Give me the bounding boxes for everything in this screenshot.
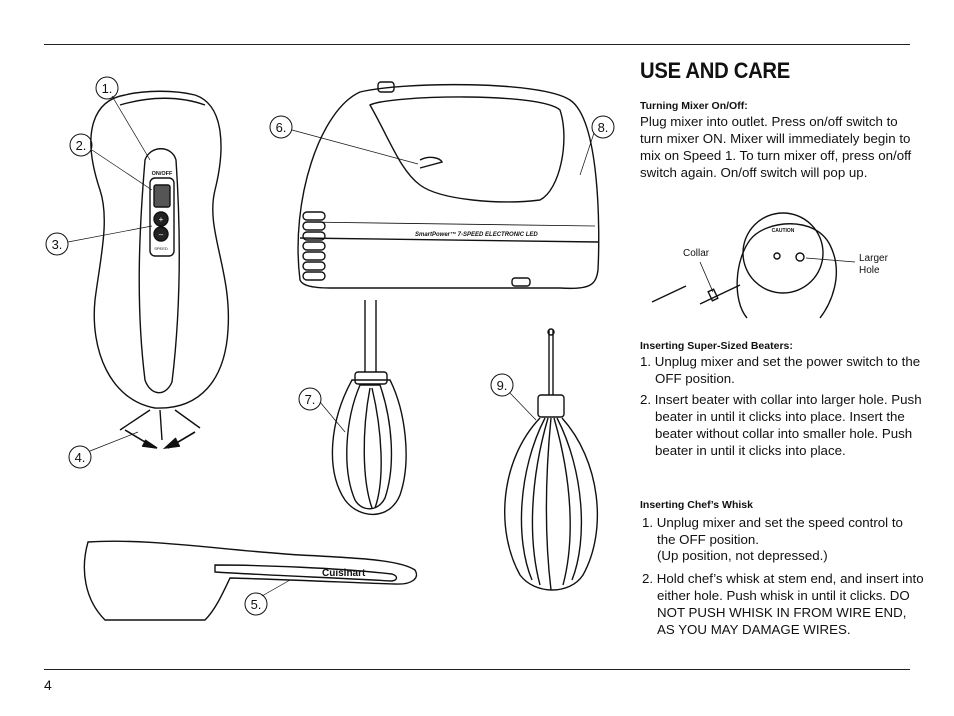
hole-label: Hole — [859, 265, 880, 276]
callout-leaders — [68, 96, 594, 596]
callout-9: 9. — [496, 378, 508, 393]
mixer-front-view — [91, 91, 229, 448]
whisk-step-1: 1. Unplug mixer and set the speed control to the OFF position. — [642, 515, 903, 547]
larger-label: Larger — [859, 253, 888, 264]
onoff-body: Plug mixer into outlet. Press on/off switch to turn mixer ON. Mixer will immediately begin to mix on Speed 1. To turn mixer off, press on/off switch again. On/off switch will pop up. — [640, 114, 912, 180]
callout-8: 8. — [597, 120, 609, 135]
speed-label: SPEED — [154, 246, 168, 251]
beaters-step-2: 2. Insert beater with collar into larger hole. Push beater in until it clicks into place. Insert the beater without collar into smaller hole. Push beater in until it clicks into place. — [640, 392, 922, 458]
smartpower-label: SmartPower™ 7-SPEED ELECTRONIC LED — [415, 232, 538, 238]
plus-label: + — [158, 215, 164, 224]
beaters — [332, 300, 406, 514]
page-title: USE AND CARE — [640, 58, 791, 83]
beater-hole-inset — [652, 213, 855, 318]
mixer-side-view — [298, 82, 599, 288]
callout-6: 6. — [275, 120, 287, 135]
callout-circles — [46, 77, 614, 615]
page-number: 4 — [44, 677, 52, 693]
text-column — [640, 58, 915, 84]
callout-7: 7. — [304, 392, 316, 407]
chefs-whisk — [505, 329, 598, 590]
whisk-heading: Inserting Chef’s Whisk — [640, 499, 753, 511]
onoff-heading: Turning Mixer On/Off: — [640, 100, 748, 112]
beaters-step-1: 1. Unplug mixer and set the power switch to the OFF position. — [640, 354, 921, 386]
callout-1: 1. — [101, 81, 113, 96]
whisk-step-1-note: (Up position, not depressed.) — [657, 548, 828, 563]
onoff-label: ON/OFF — [151, 171, 173, 177]
caution-label: CAUTION — [771, 228, 795, 234]
cuisinart-logo: Cuisinart — [322, 568, 366, 579]
callout-3: 3. — [51, 237, 63, 252]
callout-4: 4. — [74, 450, 86, 465]
beaters-heading: Inserting Super-Sized Beaters: — [640, 340, 793, 352]
collar-label: Collar — [683, 248, 710, 259]
whisk-step-2: 2. Hold chef’s whisk at stem end, and insert into either hole. Push whisk in until it clicks. DO NOT PUSH WHISK IN FROM WIRE END, AS YOU MAY DAMAGE WIRES. — [642, 571, 924, 637]
callout-2: 2. — [75, 138, 87, 153]
minus-label: – — [158, 230, 164, 239]
callout-5: 5. — [250, 597, 262, 612]
vent-ribs — [303, 212, 325, 280]
